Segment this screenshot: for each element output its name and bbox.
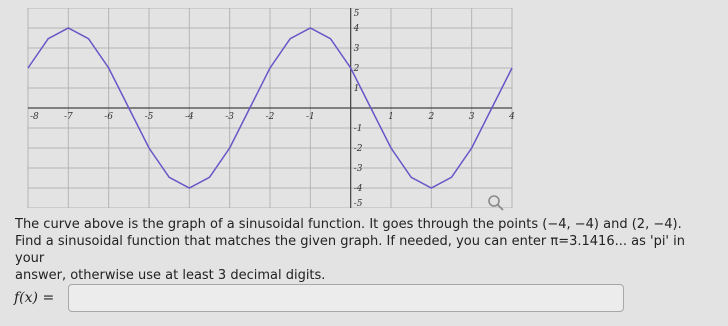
problem-line-1 (15, 216, 715, 233)
x-tick-label: 2 (428, 112, 435, 122)
y-tick-label: -1 (353, 124, 363, 134)
x-tick-label: 1 (388, 112, 394, 122)
y-tick-label: 5 (353, 9, 360, 19)
y-tick-label: 2 (353, 64, 360, 74)
function-label: f(x) = (14, 290, 55, 306)
y-tick-label: -2 (353, 144, 363, 154)
x-tick-label: -7 (63, 112, 73, 122)
x-tick-labels (30, 112, 515, 122)
x-tick-label: 4 (509, 112, 515, 122)
and-text: and (599, 217, 632, 232)
x-tick-label: -3 (225, 112, 235, 122)
magnifier-icon[interactable] (486, 193, 506, 213)
x-tick-label: -1 (305, 112, 315, 122)
y-tick-label: -4 (353, 184, 363, 194)
problem-statement (15, 216, 715, 284)
problem-line-3: answer, otherwise use at least 3 decimal digits. (15, 268, 326, 283)
x-tick-label: -5 (144, 112, 154, 122)
answer-row (14, 284, 624, 312)
y-tick-label: 4 (353, 24, 360, 34)
point-2: (2, −4) (631, 217, 678, 232)
x-tick-label: -6 (104, 112, 114, 122)
x-tick-label: 3 (468, 112, 475, 122)
y-tick-label: 3 (353, 44, 360, 54)
sinusoid-graph (22, 8, 518, 208)
y-tick-label: 1 (353, 84, 360, 94)
x-tick-label: -2 (265, 112, 275, 122)
x-tick-label: -4 (184, 112, 194, 122)
problem-line-2: Find a sinusoidal function that matches the given graph. If needed, you can enter π=3.1416... as 'pi' in your (15, 234, 685, 266)
point-1: (−4, −4) (542, 217, 599, 232)
y-tick-label: -5 (353, 199, 363, 208)
problem-text-lead: The curve above is the graph of a sinusoidal function. It goes through the points (15, 217, 543, 232)
y-tick-label: -3 (353, 164, 363, 174)
period-text: . (677, 217, 682, 232)
x-tick-label: -8 (30, 112, 39, 122)
answer-input[interactable] (68, 284, 624, 312)
